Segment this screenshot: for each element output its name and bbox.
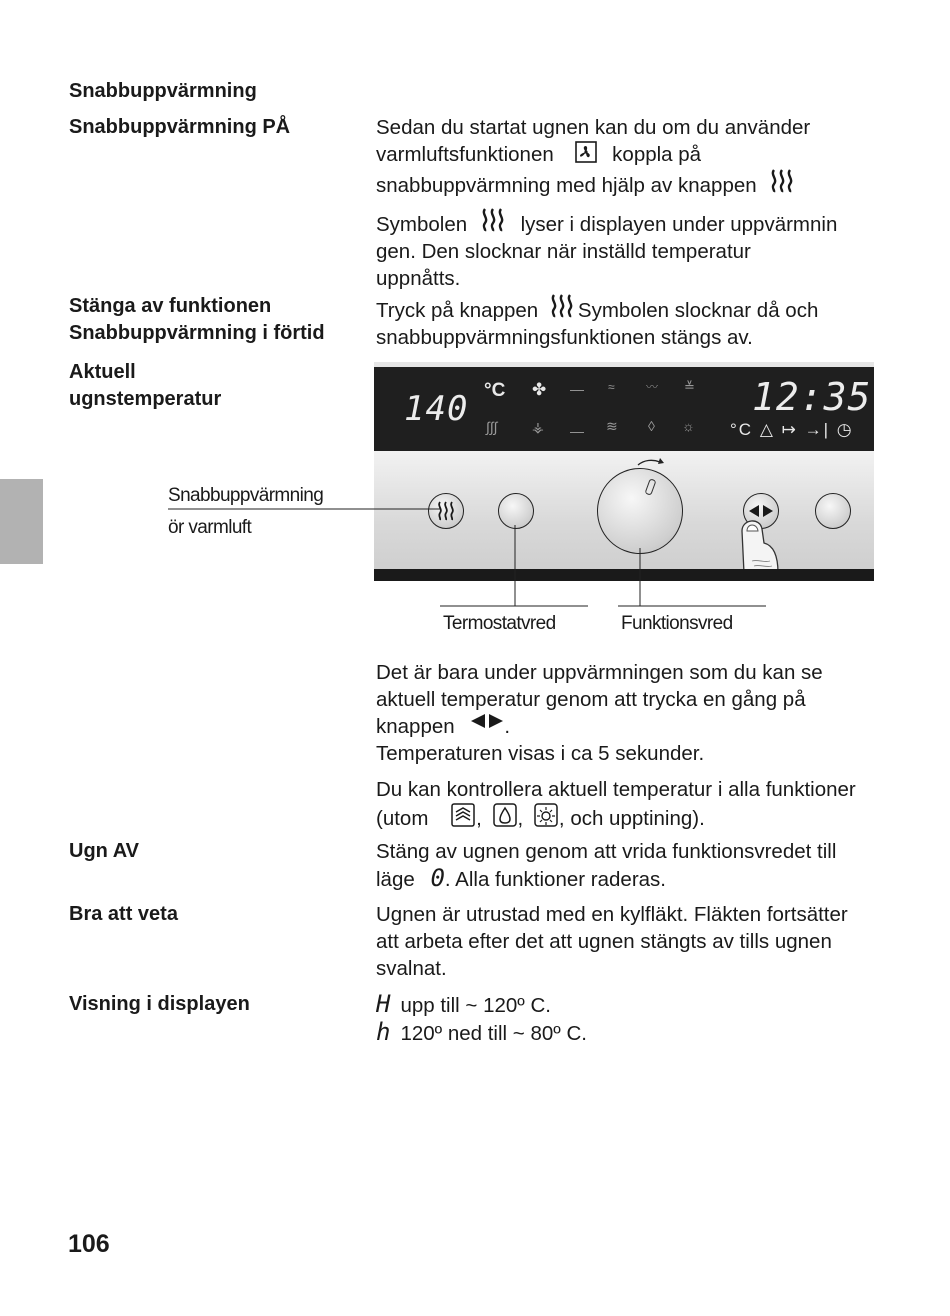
defrost-drop-icon xyxy=(492,803,518,829)
label-display-info: Visning i displayen xyxy=(69,993,250,1015)
text-span: Symbolen xyxy=(376,213,468,236)
grill-small-icon: 〰 xyxy=(646,380,659,394)
label-line: Aktuell xyxy=(69,361,136,383)
text-line: uppnåtts. xyxy=(376,267,461,290)
end-time-icon: →| xyxy=(804,420,831,439)
text-span: Tryck på knappen xyxy=(376,299,539,322)
bottom-fan-icon: ⚶ xyxy=(532,419,544,435)
pizza-icon: ≋ xyxy=(606,418,618,434)
text-line: snabbuppvärmningsfunktionen stängs av. xyxy=(376,326,753,349)
callout-function-dial: Funktionsvred xyxy=(621,613,733,634)
display-temperature: 140 xyxy=(404,389,469,429)
text-line: Stäng av ugnen genom att vrida funktionsvredet till xyxy=(376,840,837,863)
arrows-left-right-icon xyxy=(470,713,504,729)
text-line: Du kan kontrollera aktuell temperatur i alla funktioner xyxy=(376,778,856,801)
text-span: Symbolen slocknar då och xyxy=(577,299,819,322)
text-span: snabbuppvärmning med hjälp av knappen xyxy=(376,174,757,197)
duration-icon: ↦ xyxy=(781,420,798,439)
callout-quick-heat-line1: Snabbuppvärmning xyxy=(168,485,324,506)
text-line xyxy=(376,713,876,740)
good-to-know-text xyxy=(376,901,876,982)
display-info-row xyxy=(376,1019,876,1047)
quick-heat-display-icon: ∫∫∫ xyxy=(486,419,498,435)
text-line: att arbeta efter det att ugnen stängts av tills ugnen xyxy=(376,930,832,953)
text-span: varmluftsfunktionen xyxy=(376,143,554,166)
grill-icon: ≈ xyxy=(608,380,615,394)
display-info-row xyxy=(376,991,876,1019)
text-span: . Alla funktioner raderas. xyxy=(444,868,666,891)
oven-light-icon xyxy=(533,803,559,829)
text-span: . xyxy=(504,715,511,738)
display-celsius-unit: °C xyxy=(484,380,506,401)
text-line: Sedan du startat ugnen kan du om du använder xyxy=(376,116,811,139)
bell-icon: △ xyxy=(759,420,775,439)
current-temperature-text xyxy=(376,659,876,832)
text-span: (utom xyxy=(376,807,429,830)
text-line: Det är bara under uppvärmningen som du kan se xyxy=(376,661,823,684)
fan-icon: ✤ xyxy=(532,380,547,399)
text-span: lyser i displayen under uppvärmnin xyxy=(520,213,838,236)
bottom-heat-icon: — xyxy=(570,423,584,439)
text-line: svalnat. xyxy=(376,957,447,980)
celsius-icon: °C xyxy=(730,420,754,439)
text-line: Ugnen är utrustad med en kylfläkt. Fläkten fortsätter xyxy=(376,903,848,926)
text-span: 120º ned till ~ 80º C. xyxy=(400,1022,587,1045)
clock-icon: ◷ xyxy=(836,420,854,439)
text-line xyxy=(376,803,876,832)
text-span: läge xyxy=(376,868,415,891)
light-icon: ☼ xyxy=(682,418,695,434)
label-line: ugnstemperatur xyxy=(69,388,222,410)
callout-thermostat: Termostatvred xyxy=(443,613,556,634)
text-line: aktuell temperatur genom att trycka en gång på xyxy=(376,688,806,711)
section-heading: Snabbuppvärmning xyxy=(69,80,257,102)
text-span: , xyxy=(517,807,524,830)
defrost-icon: ◊ xyxy=(648,418,655,434)
label-quick-heat-on: Snabbuppvärmning PÅ xyxy=(69,116,291,138)
text-line: gen. Den slocknar när inställd temperatur xyxy=(376,240,751,263)
text-span: , och upptining). xyxy=(558,807,705,830)
text-span: koppla på xyxy=(612,143,702,166)
label-good-to-know: Bra att veta xyxy=(69,903,178,925)
top-heat-icon: — xyxy=(570,381,584,397)
page-number: 106 xyxy=(68,1230,110,1258)
callout-quick-heat-line2: ör varmluft xyxy=(168,517,252,538)
display-time: 12:35 xyxy=(752,375,872,419)
pizza-setting-icon xyxy=(450,803,476,829)
display-info-text xyxy=(376,991,876,1047)
label-line: Stänga av funktionen xyxy=(69,295,272,317)
label-line: Snabbuppvärmning i förtid xyxy=(69,322,325,344)
text-line: Temperaturen visas i ca 5 sekunder. xyxy=(376,742,705,765)
text-span: knappen xyxy=(376,715,455,738)
display-code-symbol: h xyxy=(376,1018,391,1046)
off-position-symbol: 0 xyxy=(430,864,445,892)
grill-fan-icon: ≚ xyxy=(684,379,695,394)
text-span: upp till ~ 120º C. xyxy=(400,994,551,1017)
label-oven-off: Ugn AV xyxy=(69,840,139,862)
text-line xyxy=(376,865,876,893)
oven-off-text xyxy=(376,838,876,893)
text-span: , xyxy=(476,807,482,830)
display-code-symbol: H xyxy=(376,990,391,1018)
